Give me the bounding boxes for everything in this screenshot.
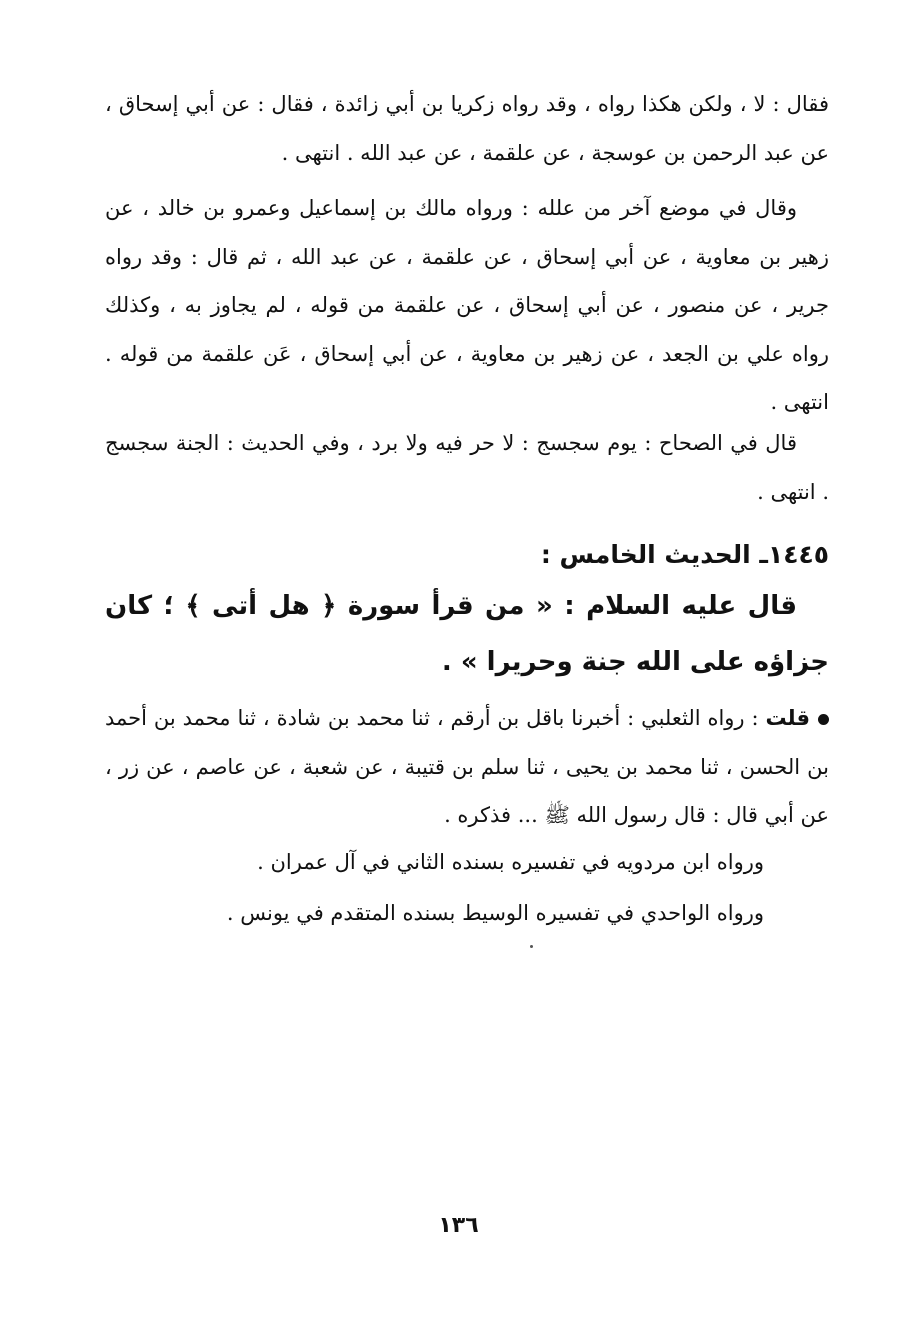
paragraph-ilal-quote: وقال في موضع آخر من علله : ورواه مالك بن إسماعيل وعمرو بن خالد ، عن زهير بن معاوية ، عن أبي إسحاق ، عن علقمة ، عن عبد الله ، ثم قال : وقد رواه جرير ، عن منصور ، عن أبي إسحاق ، عن علقمة من قوله ، لم يجاوز به ، وكذلك رواه علي بن الجعد ، عن زهير بن معاوية ، عن أبي إسحاق ، عَن علقمة من قوله . انتهى . — [105, 196, 829, 414]
paragraph-wahidi: ورواه الواحدي في تفسيره الوسيط بسنده المتقدم في يونس . — [226, 901, 764, 925]
paragraph-qult — [105, 694, 829, 840]
paragraph-sihah-quote: قال في الصحاح : يوم سجسج : لا حر فيه ولا برد ، وفي الحديث : الجنة سجسج . انتهى . — [105, 431, 829, 504]
hadith-number-heading: ١٤٤٥ـ الحديث الخامس : — [540, 540, 829, 569]
qult-text: : رواه الثعلبي : أخبرنا باقل بن أرقم ، ثنا محمد بن شادة ، ثنا محمد بن أحمد بن الحسن ، ثنا محمد بن يحيى ، ثنا سلم بن قتيبة ، عن شعبة ، عن عاصم ، عن زر ، عن أبي قال : قال رسول الله ﷺ ... فذكره . — [105, 706, 829, 827]
stray-dot — [530, 945, 533, 948]
hadith-text: قال عليه السلام : « من قرأ سورة ﴿ هل أتى ﴾ ؛ كان جزاؤه على الله جنة وحريرا » . — [105, 591, 829, 677]
paragraph-continuation: فقال : لا ، ولكن هكذا رواه ، وقد رواه زكريا بن أبي زائدة ، فقال : عن أبي إسحاق ، عن عبد الرحمن بن عوسجة ، عن علقمة ، عن عبد الله . انتهى . — [105, 92, 829, 165]
page-number: ١٣٦ — [438, 1213, 479, 1238]
qult-label: قلت — [765, 706, 810, 730]
bullet-icon — [818, 714, 829, 725]
paragraph-ibn-marduyah: ورواه ابن مردويه في تفسيره بسنده الثاني في آل عمران . — [257, 850, 764, 874]
